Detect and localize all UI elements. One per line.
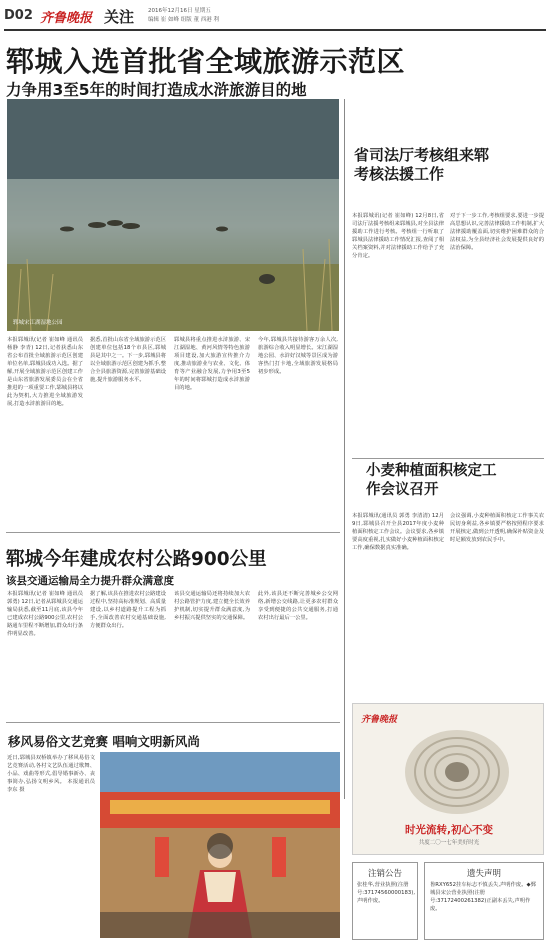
wheat-col-1: 本报郓城讯(通讯员 郭勇 李清清) 12月9日,郓城县召开全县2017年度小麦种植面积核定工作会议。会议要求,各乡镇要高度重视,扎实做好小麦种植面积核定工作,确保数据真实准确。 — [352, 513, 444, 551]
road-col-3: 该县交通运输局还将持续加大农村公路管护力度,建立健全长效养护机制,切实提升群众满意度,为乡村振兴提供坚实的交通保障。 — [174, 591, 250, 621]
ad-caption: 共度二〇一七年美好时光 — [418, 840, 480, 846]
wetland-birds-image — [7, 99, 339, 331]
ad-slogan: 时光流转,初心不变 — [405, 824, 493, 836]
photo-caption: 郓城宋江湖湿地公园 — [13, 320, 63, 326]
column-divider — [344, 99, 345, 799]
masthead-rule — [4, 29, 546, 31]
lead-col-3: 郓城县将重点推进水浒旅游、宋江湖湿地、黄河风情等特色旅游项目建设,加大旅游宣传推介力度,推动旅游业与农业、文化、体育等产业融合发展,力争用3至5年的时间将郓城打造成水浒旅游目的地。 — [174, 337, 250, 391]
wheat-headline: 小麦种植面积核定工作会议召开 — [366, 463, 497, 498]
notice-cancellation — [352, 862, 418, 940]
court-col-2: 对于下一步工作,考核组要求,要进一步提高思想认识,完善法律援助工作机制,扩大法律援助覆盖面,切实维护困难群众的合法权益,为全县经济社会发展提供良好的法治保障。 — [450, 213, 544, 251]
road-col-1: 本报郓城讯(记者 崔如峰 通讯员 郭勇) 12日,记者从郓城县交通运输局获悉,截至11月底,该县今年已建成农村公路900公里,农村公路通车里程不断增加,群众出行条件明显改善。 — [7, 591, 83, 637]
lead-photo — [7, 99, 339, 331]
masthead — [0, 0, 550, 30]
paper-roll-icon — [397, 722, 517, 820]
notice-loss — [424, 862, 544, 940]
opera-body: 近日,郓城县双桥镇举办了移风易俗文艺竞赛活动,各村文艺队伍通过歌舞、小品、戏曲等形式,倡导婚事新办、丧事简办,弘扬文明乡风。 本报通讯员 李东 摄 — [7, 755, 95, 793]
lead-col-1: 本报郓城讯(记者 崔如峰 通讯员 杨静 李青) 12日,记者获悉山东省公布首批全域旅游示范区创建单位名单,郓城县成功入选。据了解,开展全域旅游示范区创建工作是山东省旅游发展委员会在全省推进的一项重要工作,郓城县将以此为契机,大力推进全域旅游发展,打造水浒旅游目的地。 — [7, 337, 83, 407]
road-headline: 郓城今年建成农村公路900公里 — [6, 549, 267, 570]
opera-photo — [100, 752, 340, 938]
road-col-4: 此外,该县还不断完善城乡公交网络,新增公交线路,让更多农村群众享受到便捷的公共交通服务,打通农村出行最后一公里。 — [258, 591, 338, 621]
stage-performer-image — [100, 752, 340, 938]
court-headline: 省司法厅考核组来郓考核法援工作 — [354, 146, 490, 183]
road-top-rule — [6, 532, 340, 533]
lead-col-2: 据悉,首批山东省全域旅游示范区创建单位包括18个市县区,郓城县是其中之一。下一步,郓城县将以全域旅游示范区创建为抓手,整合全县旅游资源,完善旅游基础设施,提升旅游服务水平。 — [90, 337, 166, 383]
paper-logo: 齐鲁晚报 — [40, 11, 93, 26]
opera-top-rule — [6, 722, 340, 723]
notice-left-title: 注销公告 — [367, 869, 402, 879]
wheat-col-2: 会议强调,小麦种植面积核定工作事关农民切身利益,各乡镇要严格按照程序要求开展核定,做到公开透明,确保补贴资金及时足额发放到农民手中。 — [450, 513, 544, 543]
section-title: 关注 — [104, 8, 135, 26]
court-col-1: 本报郓城讯(记者 崔如峰) 12月8日,省司法厅法援考核组来郓城县,对全县法律援助工作进行考核。考核组一行听取了郓城县法律援助工作情况汇报,查阅了相关档案资料,并对法律援助工作给予了充分肯定。 — [352, 213, 444, 259]
lead-subhead: 力争用3至5年的时间打造成水浒旅游目的地 — [6, 81, 307, 99]
page-number: D02 — [4, 8, 33, 23]
advertisement — [352, 703, 544, 855]
road-col-2: 据了解,该县在推进农村公路建设过程中,坚持高标准规划、高质量建设,以乡村道路提升工程为抓手,全面改善农村交通基础设施,方便群众出行。 — [90, 591, 166, 629]
notice-right-title: 遗失声明 — [466, 869, 501, 879]
wheat-top-rule — [352, 458, 544, 459]
lead-col-4: 今年,郓城县共接待游客万余人次,旅游综合收入明显增长。宋江湖湿地公园、水浒好汉城等景区成为游客热门打卡地,全域旅游发展格局初步形成。 — [258, 337, 338, 375]
editor-line: 编辑 崔 如峰 组版 董 西港 利 — [148, 17, 219, 23]
notice-right-body: 鲁RXY652挂车标志不慎丢失,声明作废。◆鄄城县宋公营业执照(注册号:37172400261382)正副本丢失,声明作废。 — [430, 882, 536, 912]
lead-headline: 郓城入选首批省全域旅游示范区 — [6, 45, 406, 78]
issue-date: 2016年12月16日 星期五 — [148, 8, 211, 14]
notice-left-body: 张桂华,营业执照(注册号:37174560000183),声明作废。 — [357, 882, 415, 904]
road-subhead: 该县交通运输局全力提升群众满意度 — [6, 575, 174, 587]
opera-headline: 移风易俗文艺竞赛 唱响文明新风尚 — [8, 734, 200, 749]
ad-logo: 齐鲁晚报 — [361, 715, 398, 725]
